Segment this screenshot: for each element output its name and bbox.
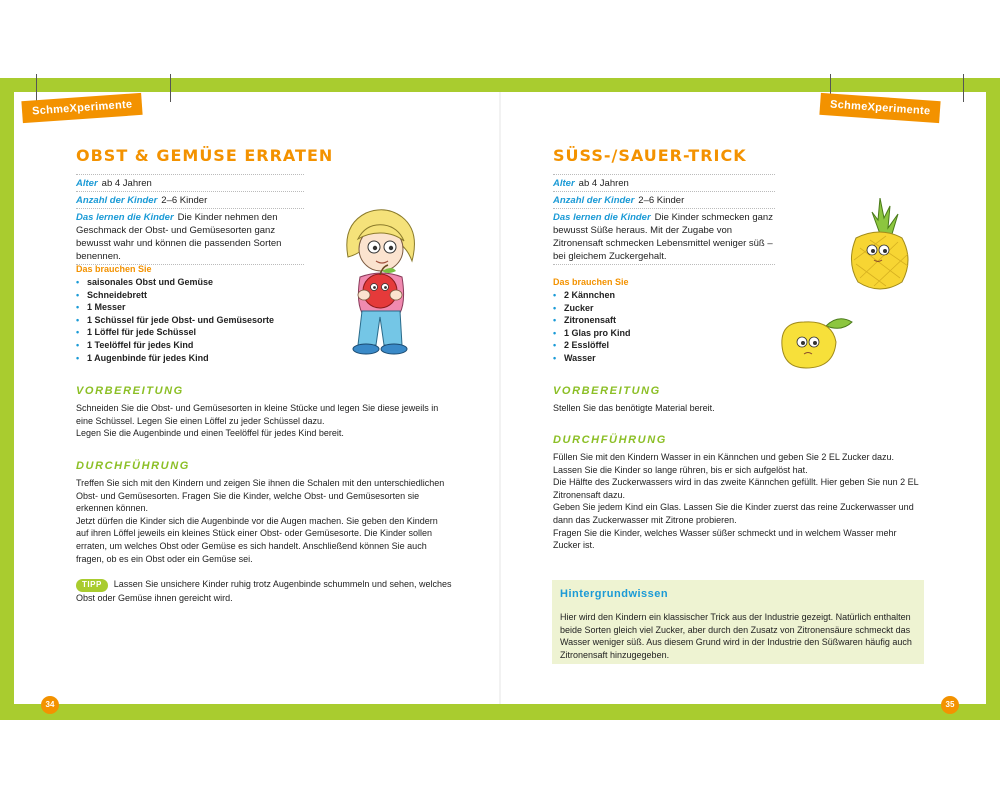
page-number-left: 34 — [41, 696, 59, 714]
paragraph: Die Hälfte des Zuckerwassers wird in das zweite Kännchen gefüllt. Hier geben Sie nun 2 EL Zitronensaft dazu. — [553, 477, 919, 500]
tag-string — [963, 74, 964, 102]
section-tag-left: SchmeXperimente — [21, 93, 143, 123]
list-item: • Wasser — [553, 352, 753, 365]
list-item: • 1 Messer — [76, 301, 336, 314]
meta-label: Alter — [553, 178, 575, 189]
paragraph: Schneiden Sie die Obst- und Gemüsesorten in kleine Stücke und legen Sie diese jeweils in eine Schüssel. Legen Sie einen Löffel zu jeder Schüssel dazu. — [76, 403, 439, 426]
paragraph: Treffen Sie sich mit den Kindern und zeigen Sie ihnen die Schalen mit den unterschiedlichen Obst- und Gemüsesorten. Fragen Sie die Kinder, welche Obst- und Gemüsesorten sie erkennen können. — [76, 478, 445, 514]
meta-label: Das lernen die Kinder — [76, 212, 174, 223]
meta-label: Das lernen die Kinder — [553, 212, 651, 223]
list-item: • 1 Glas pro Kind — [553, 327, 753, 340]
needs-heading-right: Das brauchen Sie — [553, 277, 629, 287]
procedure-text-left — [76, 477, 452, 565]
tip-badge: TIPP — [76, 579, 108, 592]
info-text: Hier wird den Kindern ein klassischer Trick aus der Industrie gezeigt. Natürlich enthalten beide Sorten gleich viel Zucker, aber durch den Zusatz von Zitronensäure schmeckt das Wasser weniger süß. Aus diesem Grund wird in der Industrie den Süßwaren häufig auch Zitronensaft hinzugegeben. — [560, 612, 912, 660]
meta-label: Anzahl der Kinder — [553, 195, 635, 206]
info-heading: Hintergrundwissen — [560, 588, 669, 600]
tip-box-left — [76, 578, 452, 604]
meta-value: Die Kinder nehmen den Geschmack der Obst- und Gemüsesorten ganz bewusst wahr und können die passenden Sorten benennen. — [76, 212, 282, 262]
meta-row-learn — [76, 208, 304, 265]
page-number-right: 35 — [941, 696, 959, 714]
paragraph: Füllen Sie mit den Kindern Wasser in ein Kännchen und geben Sie 2 EL Zucker dazu. Lassen Sie die Kinder so lange rühren, bis er sich aufgelöst hat. — [553, 452, 895, 475]
list-item: • Zitronensaft — [553, 314, 753, 327]
meta-row-count — [553, 191, 775, 208]
meta-label: Anzahl der Kinder — [76, 195, 158, 206]
girl-with-apple-illustration — [336, 205, 426, 357]
section-heading-procedure-right: DURCHFÜHRUNG — [553, 434, 667, 446]
meta-row-age — [76, 174, 304, 191]
tip-text: Lassen Sie unsichere Kinder ruhig trotz Augenbinde schummeln und sehen, welches Obst oder Gemüse ihnen gereicht wird. — [76, 579, 452, 603]
paragraph: Stellen Sie das benötigte Material bereit. — [553, 403, 715, 413]
paragraph: Geben Sie jedem Kind ein Glas. Lassen Sie die Kinder zuerst das reine Zuckerwasser und dann das Zuckerwasser mit Zitrone probieren. — [553, 502, 914, 525]
paragraph: Jetzt dürfen die Kinder sich die Augenbinde vor die Augen machen. Sie geben den Kindern auf ihren Löffel jeweils ein kleines Stück einer Obst- oder Gemüsesorte. Die Kinder sollen erraten, um welches Obst oder Gemüse es sich handelt. Anschließend können Sie auch fragen, ob es ein Obst oder ein Gemüse sei. — [76, 515, 438, 564]
list-item: • 1 Schüssel für jede Obst- und Gemüsesorte — [76, 314, 336, 327]
meta-row-age — [553, 174, 775, 191]
needs-list-right — [553, 289, 753, 365]
meta-box-left — [76, 174, 304, 265]
procedure-text-right — [553, 451, 923, 552]
meta-value: ab 4 Jahren — [578, 178, 629, 189]
list-item: • 1 Teelöffel für jedes Kind — [76, 339, 336, 352]
gutter — [499, 92, 501, 704]
paragraph: Legen Sie die Augenbinde und einen Teelöffel für jedes Kind bereit. — [76, 428, 344, 439]
meta-label: Alter — [76, 178, 98, 189]
pineapple-illustration — [842, 198, 918, 292]
meta-box-right — [553, 174, 775, 265]
list-item: • Zucker — [553, 302, 753, 315]
lemon-illustration — [776, 312, 856, 372]
list-item: • 1 Löffel für jede Schüssel — [76, 326, 336, 339]
preparation-text-right — [553, 402, 923, 415]
tag-string — [36, 74, 37, 102]
meta-row-learn — [553, 208, 775, 265]
tag-string — [170, 74, 171, 102]
page-title-left: OBST & GEMÜSE ERRATEN — [76, 146, 334, 165]
section-heading-preparation-left: VORBEREITUNG — [76, 385, 184, 397]
meta-row-count — [76, 191, 304, 208]
page-title-right: SÜSS-/SAUER-TRICK — [553, 146, 747, 165]
list-item: • 1 Augenbinde für jedes Kind — [76, 352, 336, 365]
meta-value: ab 4 Jahren — [101, 178, 152, 189]
needs-list-left — [76, 276, 336, 364]
list-item: • Schneidebrett — [76, 289, 336, 302]
list-item: • 2 Kännchen — [553, 289, 753, 302]
preparation-text-left — [76, 402, 452, 440]
section-heading-preparation-right: VORBEREITUNG — [553, 385, 661, 397]
section-tag-right: SchmeXperimente — [819, 93, 941, 123]
section-heading-procedure-left: DURCHFÜHRUNG — [76, 460, 190, 472]
meta-value: Die Kinder schmecken ganz bewusst Süße heraus. Mit der Zugabe von Zitronensaft schmecken Lebensmittel weniger süß – bei gleichem Zuckergehalt. — [553, 212, 773, 262]
list-item: • saisonales Obst und Gemüse — [76, 276, 336, 289]
list-item: • 2 Esslöffel — [553, 339, 753, 352]
paragraph: Fragen Sie die Kinder, welches Wasser süßer schmeckt und in welchem Wasser mehr Zucker ist. — [553, 527, 897, 551]
needs-heading-left: Das brauchen Sie — [76, 264, 152, 274]
meta-value: 2–6 Kinder — [161, 195, 208, 206]
meta-value: 2–6 Kinder — [638, 195, 685, 206]
background-knowledge-box — [552, 580, 924, 664]
